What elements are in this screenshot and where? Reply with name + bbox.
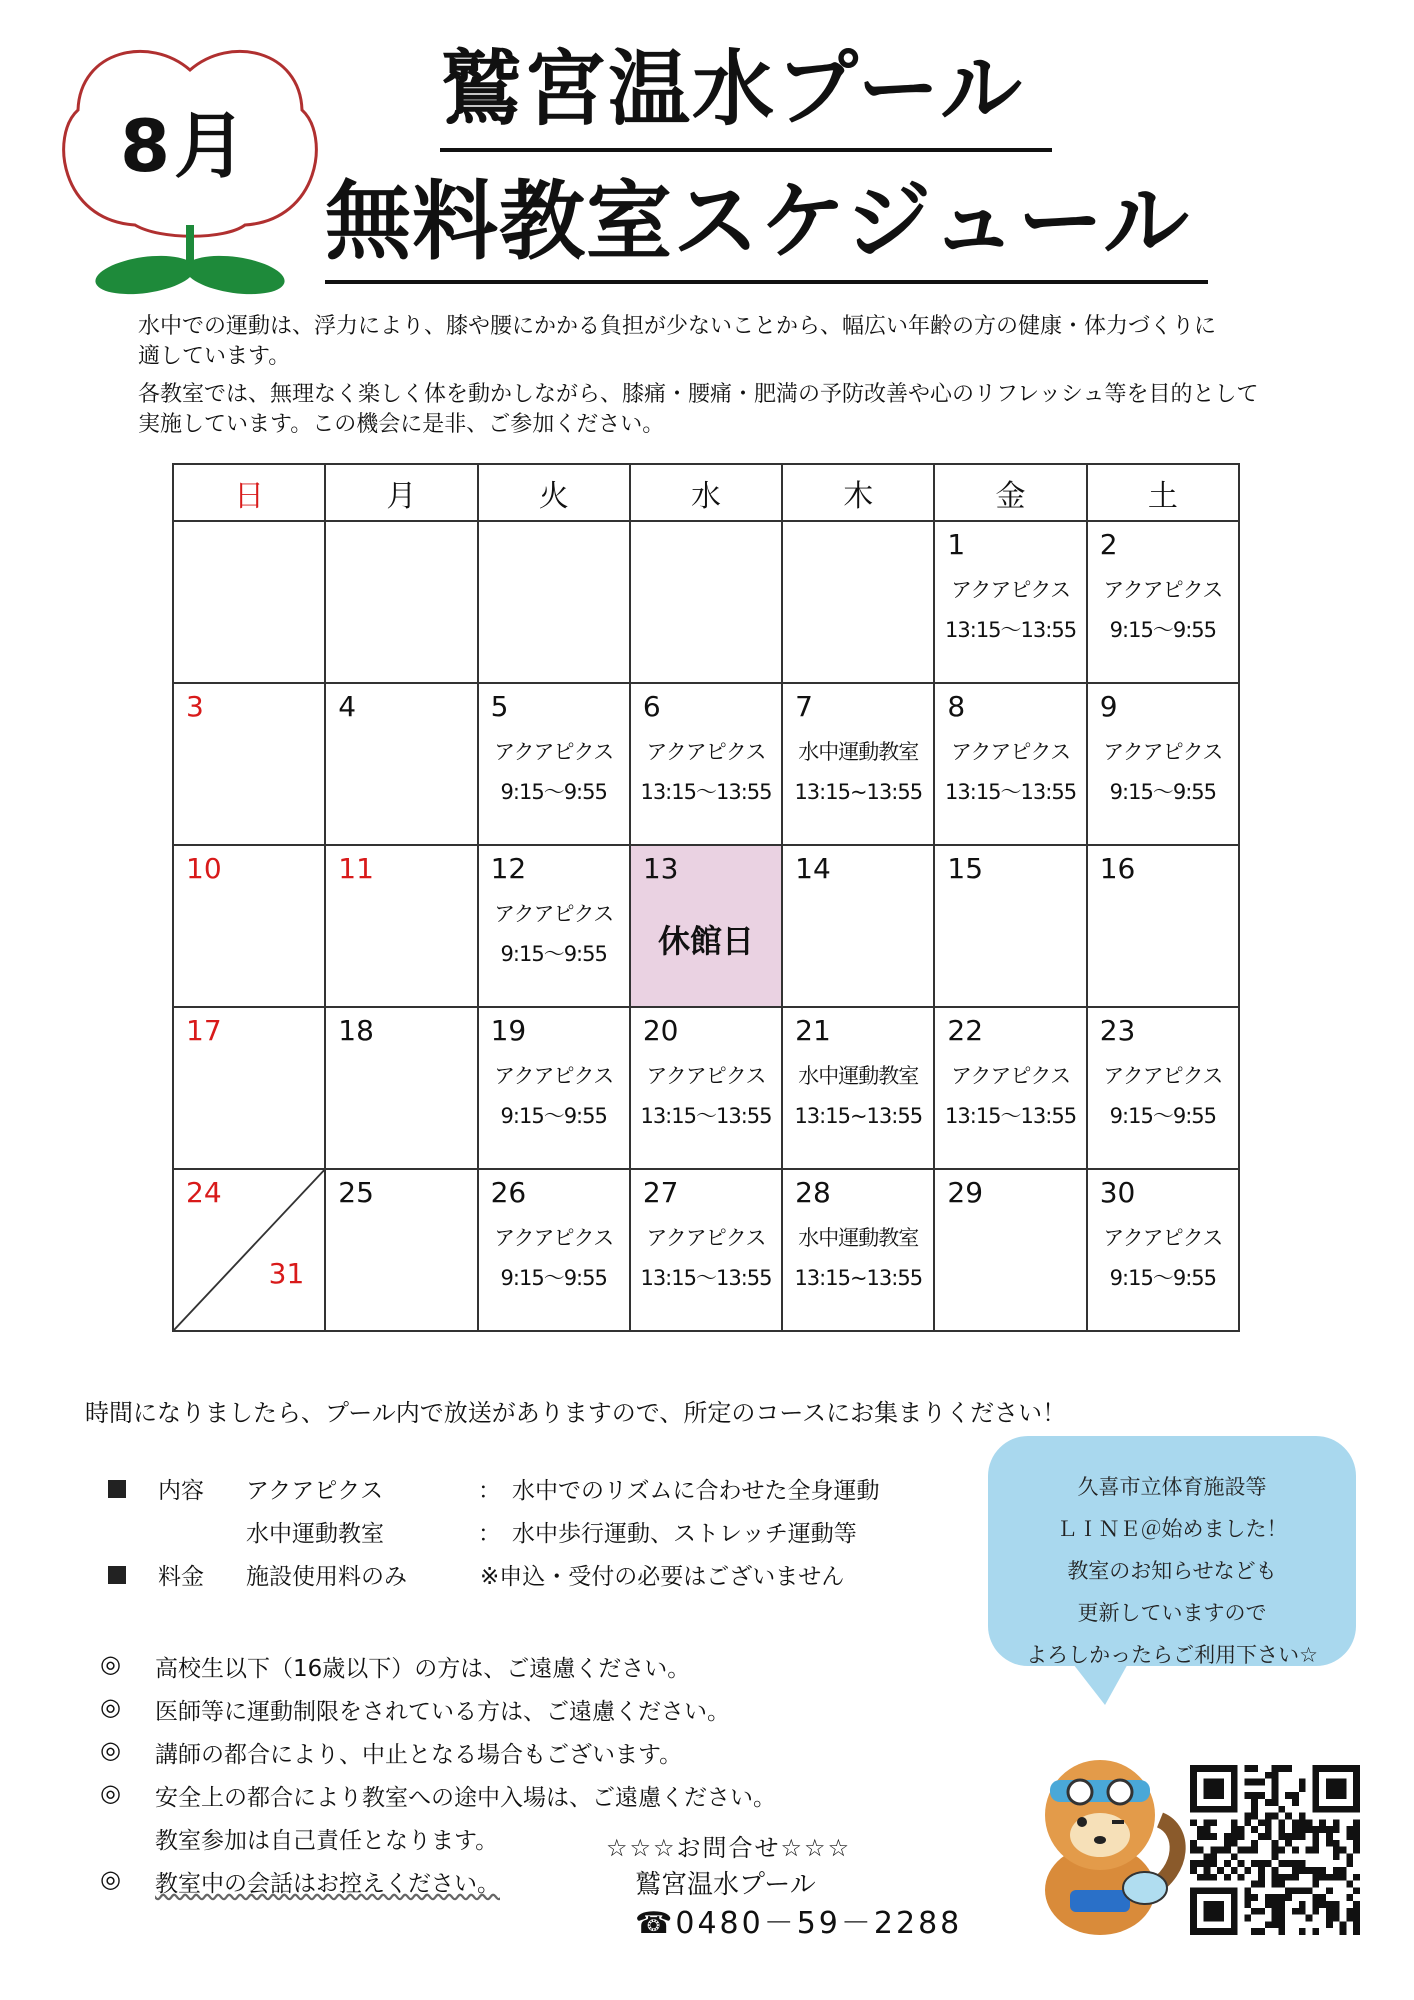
day-number: 14	[795, 852, 831, 885]
assembly-notice: 時間になりましたら、プール内で放送がありますので、所定のコースにお集まりください！	[85, 1399, 1067, 1427]
calendar-day-cell	[173, 1007, 325, 1169]
intro-paragraph-2	[138, 380, 1338, 440]
weekday-mon: 月	[325, 464, 477, 521]
month-label: 8月	[119, 104, 251, 188]
calendar-day-cell	[1087, 521, 1239, 683]
day-number: 20	[642, 1014, 679, 1047]
bubble-line-1: 久喜市立体育施設等	[1077, 1475, 1267, 1499]
class-event	[479, 1056, 629, 1136]
day-number: 24	[186, 1176, 222, 1209]
weekday-fri: 金	[934, 464, 1086, 521]
class-event	[631, 1056, 781, 1136]
class-name: 水中運動教室	[798, 1226, 919, 1250]
note-4: 安全上の都合により教室への途中入場は、ご遠慮ください。	[155, 1785, 776, 1811]
contact-title: ☆☆☆お問合せ☆☆☆	[606, 1834, 852, 1862]
class-name: アクアピクス	[494, 740, 614, 764]
class-event	[479, 732, 629, 812]
weekday-thu: 木	[782, 464, 934, 521]
class-event	[479, 894, 629, 974]
class-event	[783, 1218, 933, 1298]
class1-colon: ：	[478, 1478, 501, 1504]
class1-desc: 水中でのリズムに合わせた全身運動	[512, 1478, 880, 1504]
double-circle-icon: ◎	[100, 1865, 121, 1893]
calendar-day-cell	[782, 1007, 934, 1169]
class-event	[1088, 570, 1238, 650]
day-number: 7	[795, 690, 813, 723]
fee-label: 料金	[158, 1564, 204, 1590]
class2-colon: ：	[478, 1521, 501, 1547]
day-number: 27	[642, 1176, 679, 1209]
day-number: 4	[338, 690, 357, 723]
class-name: アクアピクス	[950, 578, 1071, 602]
calendar-day-cell	[934, 1169, 1086, 1331]
class2-desc: 水中歩行運動、ストレッチ運動等	[512, 1521, 857, 1547]
day-number: 30	[1099, 1176, 1136, 1209]
raccoon-mascot-icon	[1010, 1740, 1190, 1940]
day-number: 11	[338, 852, 374, 885]
day-number: 26	[490, 1176, 527, 1209]
title-underline-1	[440, 148, 1052, 152]
class-name: 水中運動教室	[798, 740, 919, 764]
class-name: アクアピクス	[1103, 1226, 1223, 1250]
class-time: 9:15～9:55	[1109, 618, 1216, 642]
calendar-day-cell	[478, 845, 630, 1007]
content-label: 内容	[158, 1478, 204, 1504]
bullet-square-icon	[108, 1480, 126, 1498]
class2-name: 水中運動教室	[246, 1521, 384, 1547]
calendar-day-cell	[325, 683, 477, 845]
page-title-line2: 無料教室スケジュール	[325, 172, 1190, 272]
class-name: 水中運動教室	[798, 1064, 919, 1088]
calendar-day-cell	[630, 1169, 782, 1331]
class-event	[479, 1218, 629, 1298]
calendar-day-cell	[325, 845, 477, 1007]
calendar-day-cell	[478, 1007, 630, 1169]
class-event	[631, 732, 781, 812]
class-event	[1088, 732, 1238, 812]
class-event	[935, 570, 1085, 650]
calendar-day-cell	[478, 521, 630, 683]
day-number: 5	[490, 690, 509, 723]
weekday-sun: 日	[173, 464, 325, 521]
calendar-day-cell	[782, 845, 934, 1007]
day-number: 16	[1099, 852, 1136, 885]
class-name: アクアピクス	[646, 740, 766, 764]
day-number: 3	[186, 690, 204, 723]
day-number: 13	[642, 852, 679, 885]
double-circle-icon: ◎	[100, 1736, 121, 1764]
calendar-day-cell	[934, 683, 1086, 845]
calendar-day-cell	[782, 683, 934, 845]
class-time: 9:15～9:55	[500, 1104, 607, 1128]
calendar-day-cell	[173, 683, 325, 845]
class-event	[783, 1056, 933, 1136]
fee-note: ※申込・受付の必要はございません	[480, 1564, 845, 1590]
class-time: 13:15～13:55	[640, 1104, 772, 1128]
day-number: 29	[947, 1176, 984, 1209]
calendar-day-cell	[1087, 1169, 1239, 1331]
calendar-day-cell	[1087, 845, 1239, 1007]
class-name: アクアピクス	[494, 1064, 614, 1088]
day-number: 2	[1099, 528, 1118, 561]
intro-paragraph-1	[138, 312, 1338, 372]
weekday-header-row	[173, 464, 1239, 521]
class-name: アクアピクス	[1103, 740, 1223, 764]
bubble-line-4: 更新していますので	[1077, 1601, 1267, 1625]
day-number: 1	[947, 528, 966, 561]
note-3: 講師の都合により、中止となる場合もございます。	[155, 1742, 683, 1768]
calendar-day-cell	[1087, 1007, 1239, 1169]
class-name: アクアピクス	[950, 740, 1071, 764]
calendar-day-cell	[478, 683, 630, 845]
class-time: 13:15～13:55	[945, 618, 1077, 642]
calendar-day-cell	[1087, 683, 1239, 845]
calendar-day-cell	[173, 845, 325, 1007]
class-time: 9:15～9:55	[1109, 1104, 1216, 1128]
weekday-tue: 火	[478, 464, 630, 521]
class-name: アクアピクス	[646, 1226, 766, 1250]
double-circle-icon: ◎	[100, 1693, 121, 1721]
class1-name: アクアピクス	[246, 1478, 384, 1504]
class-event	[783, 732, 933, 812]
day-number: 22	[947, 1014, 984, 1047]
page-title-line1: 鷲宮温水プール	[440, 42, 1024, 137]
class-time: 13:15～13:55	[640, 1266, 772, 1290]
class-name: アクアピクス	[1103, 578, 1223, 602]
class-time: 13:15～13:55	[640, 780, 772, 804]
bullet-square-icon	[108, 1566, 126, 1584]
day-number: 19	[490, 1014, 527, 1047]
class-event	[935, 732, 1085, 812]
day-number: 10	[186, 852, 222, 885]
day-number: 8	[947, 690, 966, 723]
calendar-day-cell	[630, 845, 782, 1007]
day-number: 25	[338, 1176, 374, 1209]
bubble-text	[988, 1466, 1356, 1676]
class-time: 9:15～9:55	[1109, 1266, 1216, 1290]
class-time: 9:15～9:55	[500, 780, 607, 804]
day-number: 21	[795, 1014, 831, 1047]
class-time: 13:15~13:55	[794, 1266, 923, 1290]
closed-day-label: 休館日	[657, 922, 754, 960]
intro-p2-line1: 各教室では、無理なく楽しく体を動かしながら、膝痛・腰痛・肥満の予防改善や心のリフレッシュ等を目的として	[138, 382, 1259, 407]
day-number: 15	[947, 852, 984, 885]
note-5: 教室中の会話はお控えください。	[155, 1871, 500, 1897]
day-number-secondary: 31	[268, 1257, 305, 1290]
calendar-week-row	[173, 1007, 1239, 1169]
day-number: 18	[338, 1014, 374, 1047]
calendar-week-row	[173, 845, 1239, 1007]
calendar-day-cell	[478, 1169, 630, 1331]
class-time: 9:15～9:55	[500, 942, 607, 966]
note-1: 高校生以下（16歳以下）の方は、ご遠慮ください。	[155, 1656, 691, 1682]
class-name: アクアピクス	[950, 1064, 1071, 1088]
fee-value: 施設使用料のみ	[246, 1564, 407, 1590]
class-time: 9:15～9:55	[1109, 780, 1216, 804]
calendar-day-cell	[325, 1007, 477, 1169]
day-number: 28	[795, 1176, 831, 1209]
contact-phone: ☎0480－59－2288	[635, 1906, 963, 1941]
calendar-week-row	[173, 521, 1239, 683]
calendar-day-cell	[782, 1169, 934, 1331]
calendar-day-cell	[934, 521, 1086, 683]
calendar-day-cell	[173, 521, 325, 683]
calendar-day-cell	[934, 1007, 1086, 1169]
double-circle-icon: ◎	[100, 1779, 121, 1807]
calendar-week-row	[173, 1169, 1239, 1331]
class-event	[1088, 1218, 1238, 1298]
qr-code-icon	[1190, 1765, 1360, 1935]
class-name: アクアピクス	[494, 1226, 614, 1250]
title-underline-2	[325, 280, 1208, 284]
class-name: アクアピクス	[1103, 1064, 1223, 1088]
class-time: 13:15～13:55	[945, 1104, 1077, 1128]
weekday-sat: 土	[1087, 464, 1239, 521]
class-event	[935, 1056, 1085, 1136]
note-2: 医師等に運動制限をされている方は、ご遠慮ください。	[155, 1699, 730, 1725]
calendar-day-cell	[325, 1169, 477, 1331]
day-number: 12	[490, 852, 527, 885]
class-event	[1088, 1056, 1238, 1136]
day-number: 17	[186, 1014, 222, 1047]
class-event	[631, 1218, 781, 1298]
day-number: 6	[642, 690, 661, 723]
class-time: 13:15～13:55	[945, 780, 1077, 804]
class-name: アクアピクス	[494, 902, 614, 926]
double-circle-icon: ◎	[100, 1650, 121, 1678]
calendar-day-cell	[782, 521, 934, 683]
calendar-day-cell	[630, 683, 782, 845]
intro-p1-line2: 適しています。	[138, 344, 291, 369]
calendar-week-row	[173, 683, 1239, 845]
bubble-line-2: ＬＩＮＥ＠始めました！	[1056, 1517, 1288, 1541]
class-time: 9:15～9:55	[500, 1266, 607, 1290]
day-number: 23	[1099, 1014, 1136, 1047]
intro-p1-line1: 水中での運動は、浮力により、膝や腰にかかる負担が少ないことから、幅広い年齢の方の健康・体力づくりに	[138, 314, 1217, 339]
weekday-wed: 水	[630, 464, 782, 521]
calendar-day-cell	[173, 1169, 325, 1331]
class-time: 13:15~13:55	[794, 780, 923, 804]
calendar-day-cell	[630, 1007, 782, 1169]
class-name: アクアピクス	[646, 1064, 766, 1088]
contact-name: 鷲宮温水プール	[635, 1870, 816, 1900]
day-number: 9	[1099, 690, 1118, 723]
bubble-line-3: 教室のお知らせなども	[1067, 1559, 1277, 1583]
class-time: 13:15~13:55	[794, 1104, 923, 1128]
bubble-line-5: よろしかったらご利用下さい☆	[1026, 1643, 1318, 1667]
note-4-extra: 教室参加は自己責任となります。	[155, 1828, 499, 1854]
schedule-calendar	[172, 463, 1240, 1332]
calendar-day-cell	[630, 521, 782, 683]
calendar-day-cell	[934, 845, 1086, 1007]
intro-p2-line2: 実施しています。この機会に是非、ご参加ください。	[138, 412, 665, 437]
calendar-day-cell	[325, 521, 477, 683]
